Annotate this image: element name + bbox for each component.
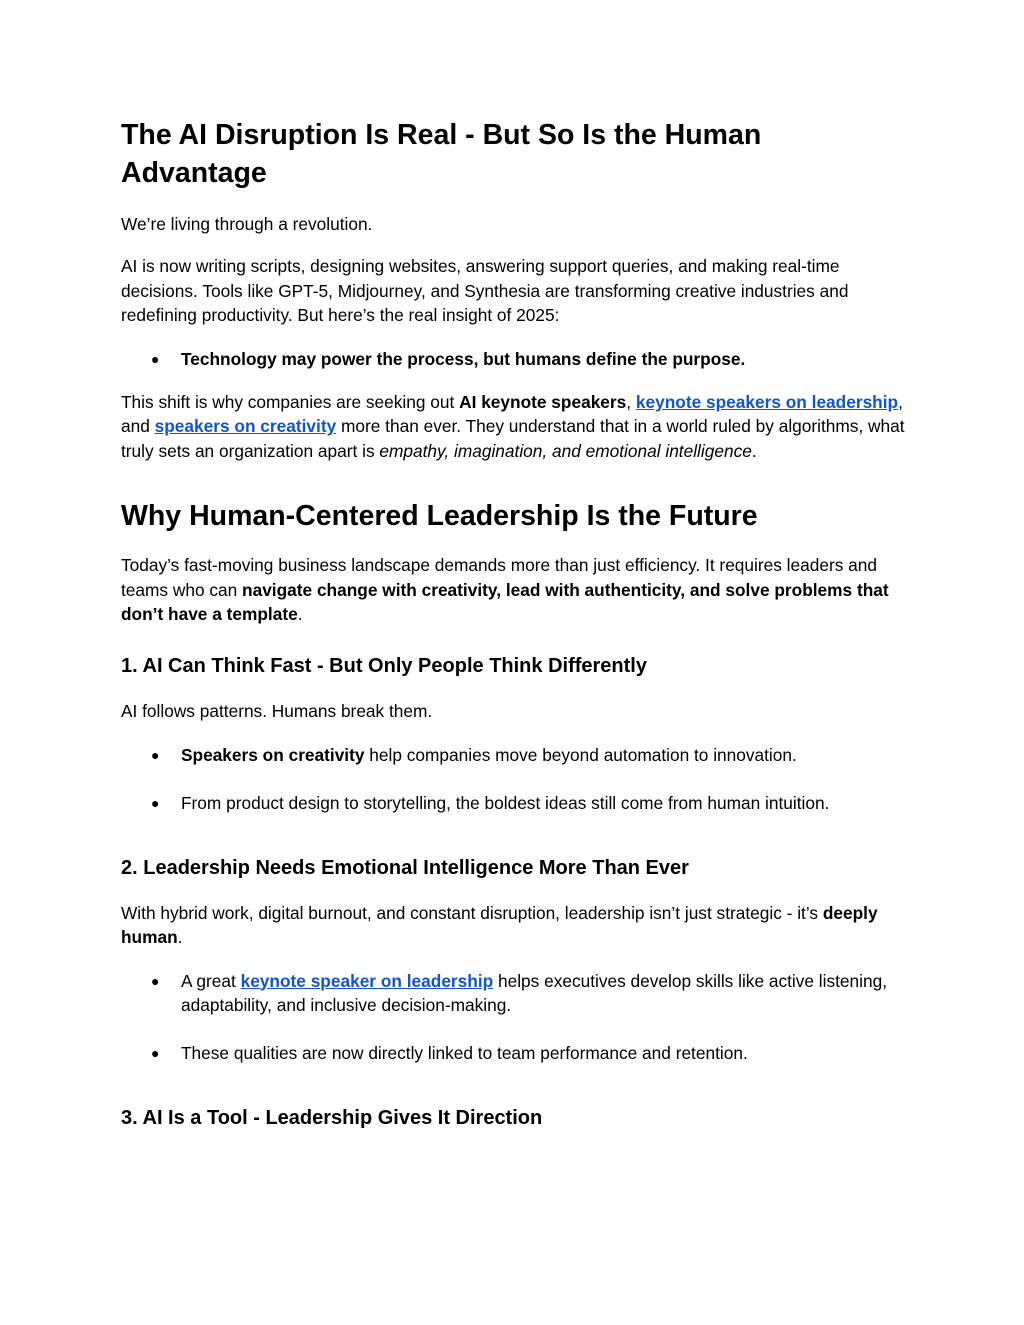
link-speakers-on-creativity[interactable]: speakers on creativity — [154, 416, 337, 437]
document-title: The AI Disruption Is Real - But So Is the Human Advantage — [121, 119, 762, 189]
bullet-icon: ● — [151, 350, 160, 367]
text-segment: . — [177, 927, 183, 948]
subheading-2: 2. Leadership Needs Emotional Intelligence More Than Ever — [121, 856, 689, 879]
intro-bullet-list — [121, 347, 911, 371]
intro-paragraph-2: AI is now writing scripts, designing websites, answering support queries, and making real-time decisions. Tools like GPT-5, Midjourney, and Synthesia are transforming creative industries and redefining productivity. But here’s the real insight of 2025: — [121, 256, 849, 326]
bold-speakers-on-creativity: Speakers on creativity — [181, 744, 365, 765]
italic-emphasis: empathy, imagination, and emotional intelligence — [379, 440, 752, 461]
intro-paragraph-1: We’re living through a revolution. — [121, 214, 373, 234]
list-item — [121, 347, 911, 371]
bold-ai-keynote-speakers: AI keynote speakers — [459, 392, 627, 413]
intro-paragraph-3 — [121, 390, 911, 463]
text-segment: . — [751, 440, 757, 461]
list-item — [121, 1041, 911, 1065]
text-segment: Today’s fast-moving business landscape demands more than just efficiency. It requires leaders and teams who can — [121, 555, 877, 600]
text-segment: This shift is why companies are seeking out — [121, 392, 460, 413]
text-segment: With hybrid work, digital burnout, and constant disruption, leadership isn’t just strategic - it’s — [121, 902, 823, 923]
section-paragraph — [121, 553, 911, 626]
text-segment: These qualities are now directly linked to team performance and retention. — [181, 1043, 748, 1064]
intro-bullet-text: Technology may power the process, but humans define the purpose. — [181, 348, 746, 369]
text-segment: . — [297, 604, 303, 625]
bullet-icon: ● — [151, 795, 160, 812]
text-segment: , — [626, 392, 636, 413]
list-item — [121, 743, 911, 767]
text-segment: helps executives develop skills like active listening, adaptability, and inclusive decision-making. — [181, 970, 888, 1015]
link-keynote-speaker-on-leadership[interactable]: keynote speaker on leadership — [240, 970, 494, 991]
text-segment: more than ever. They understand that in a world ruled by algorithms, what truly sets an organization apart is — [121, 416, 905, 461]
text-segment: A great — [181, 970, 241, 991]
bullet-icon: ● — [151, 746, 160, 763]
bold-deeply-human: deeply human — [121, 902, 878, 948]
list-item — [121, 791, 911, 815]
sub1-paragraph: AI follows patterns. Humans break them. — [121, 701, 433, 722]
sub2-paragraph — [121, 901, 911, 950]
text-segment: , and — [121, 392, 903, 437]
subheading-3: 3. AI Is a Tool - Leadership Gives It Direction — [121, 1106, 543, 1129]
text-segment: help companies move beyond automation to innovation. — [364, 744, 797, 765]
subheading-1: 1. AI Can Think Fast - But Only People Think Differently — [121, 655, 647, 678]
bullet-icon: ● — [151, 1045, 160, 1062]
bold-emphasis: navigate change with creativity, lead with authenticity, and solve problems that don’t have a template — [121, 579, 889, 625]
list-item — [121, 969, 911, 1018]
document-page — [121, 116, 911, 1132]
link-keynote-speakers-on-leadership[interactable]: keynote speakers on leadership — [635, 392, 899, 413]
text-segment: From product design to storytelling, the boldest ideas still come from human intuition. — [181, 793, 830, 814]
section-heading: Why Human-Centered Leadership Is the Future — [121, 500, 758, 533]
sub2-bullet-list — [121, 969, 911, 1066]
bullet-icon: ● — [151, 972, 160, 989]
sub1-bullet-list — [121, 743, 911, 816]
